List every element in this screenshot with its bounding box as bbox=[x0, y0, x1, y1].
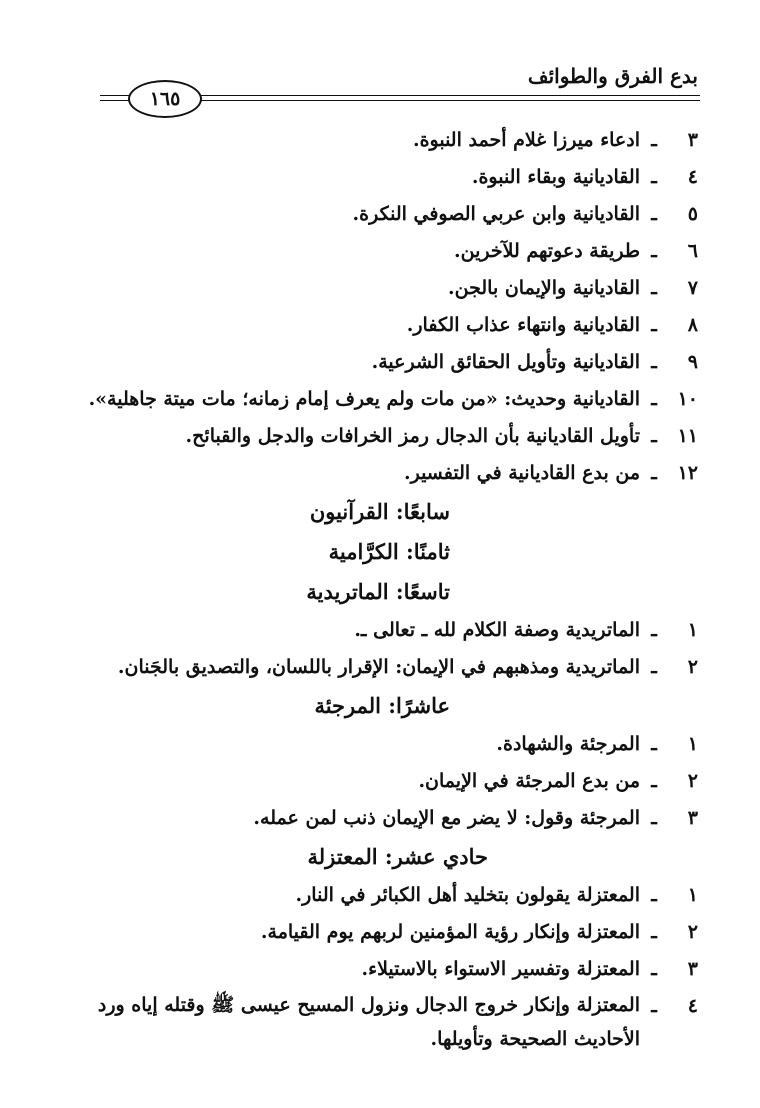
list-item: ١١ ـ تأويل القاديانية بأن الدجال رمز الخرافات والدجل والقبائح. bbox=[185, 425, 698, 447]
list-item: ٢ ـ المعتزلة وإنكار رؤية المؤمنين لربهم يوم القيامة. bbox=[260, 921, 698, 943]
page-number: ١٦٥ bbox=[149, 88, 181, 110]
list-item: ٤ ـ المعتزلة وإنكار خروج الدجال ونزول المسيح عيسى ﷺ وقتله إياه ورد الأحاديث الصحيحة وتأويلها. bbox=[97, 994, 698, 1050]
list-mutazila bbox=[70, 877, 698, 1056]
list-item: ٣ ـ المعتزلة وتفسير الاستواء بالاستيلاء. bbox=[361, 958, 698, 980]
list-item: ٣ ـ ادعاء ميرزا غلام أحمد النبوة. bbox=[412, 129, 698, 151]
list-item: ١ ـ المعتزلة يقولون بتخليد أهل الكبائر في النار. bbox=[295, 884, 698, 906]
list-item: ١٠ ـ القاديانية وحديث: «من مات ولم يعرف إمام زمانه؛ مات ميتة جاهلية». bbox=[88, 388, 698, 410]
list-item: ٥ ـ القاديانية وابن عربي الصوفي النكرة. bbox=[352, 203, 698, 225]
page-header bbox=[0, 0, 760, 110]
list-item: ٨ ـ القاديانية وانتهاء عذاب الكفار. bbox=[406, 314, 698, 336]
list-maturidiya bbox=[70, 612, 698, 686]
page-number-ornament bbox=[128, 80, 202, 118]
list-item: ١ ـ الماتريدية وصفة الكلام لله ـ تعالى ـ. bbox=[354, 619, 698, 641]
section-heading-karramiya: ثامنًا: الكرَّامية bbox=[328, 539, 450, 564]
list-item: ٦ ـ طريقة دعوتهم للآخرين. bbox=[454, 240, 698, 262]
list-item: ٢ ـ الماتريدية ومذهبهم في الإيمان: الإقرار باللسان، والتصديق بالجَنان. bbox=[117, 656, 698, 678]
list-item: ٧ ـ القاديانية والإيمان بالجن. bbox=[448, 277, 698, 299]
page-body bbox=[70, 122, 698, 1056]
list-item: ٩ ـ القاديانية وتأويل الحقائق الشرعية. bbox=[371, 351, 698, 373]
section-heading-mutazila: حادي عشر: المعتزلة bbox=[307, 844, 488, 869]
running-title: بدع الفرق والطوائف bbox=[527, 64, 698, 88]
list-murjia bbox=[70, 726, 698, 837]
section-heading-murjia: عاشرًا: المرجئة bbox=[314, 693, 450, 718]
list-item: ٣ ـ المرجئة وقول: لا يضر مع الإيمان ذنب لمن عمله. bbox=[253, 807, 698, 829]
list-item: ١ ـ المرجئة والشهادة. bbox=[496, 733, 698, 755]
list-item: ١٢ ـ من بدع القاديانية في التفسير. bbox=[403, 462, 698, 484]
section-heading-maturidiya: تاسعًا: الماتريدية bbox=[306, 579, 450, 604]
list-item: ٢ ـ من بدع المرجئة في الإيمان. bbox=[418, 770, 698, 792]
list-item: ٤ ـ القاديانية وبقاء النبوة. bbox=[471, 166, 698, 188]
list-qadiyaniya bbox=[70, 122, 698, 492]
section-heading-quranists: سابعًا: القرآنيون bbox=[309, 499, 450, 524]
